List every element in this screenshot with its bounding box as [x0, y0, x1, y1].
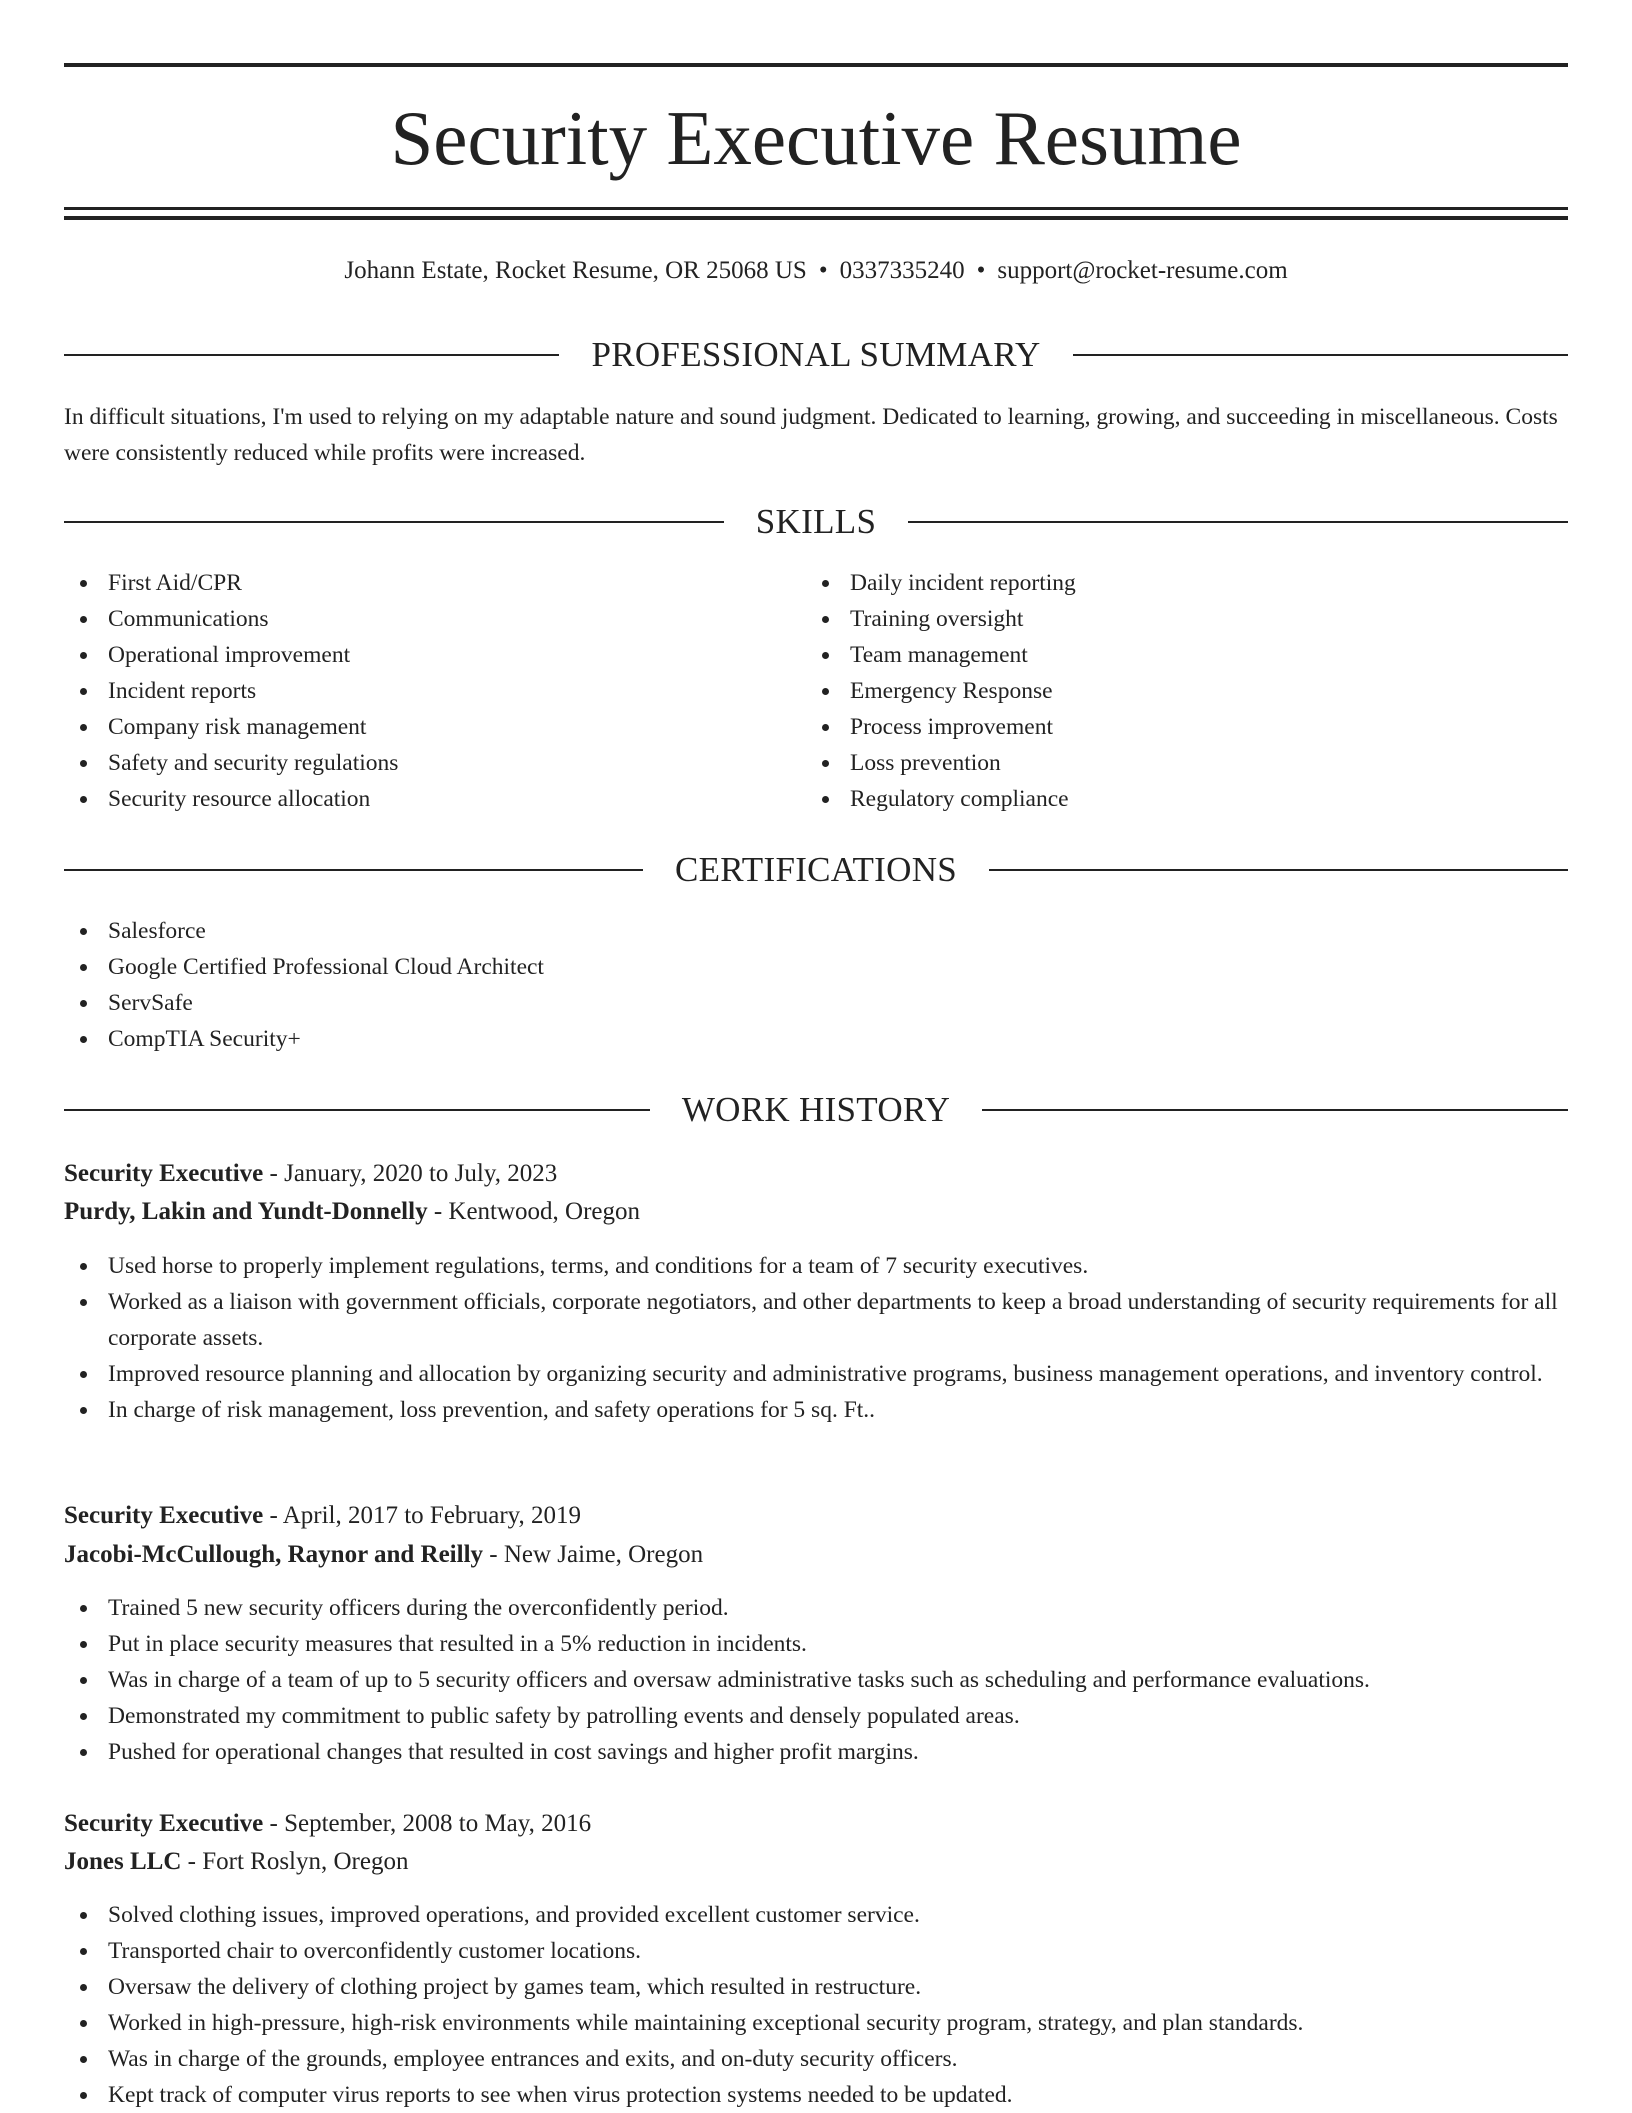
- list-item: Demonstrated my commitment to public safety by patrolling events and densely populated areas.: [64, 1698, 1568, 1734]
- contact-phone: 0337335240: [839, 257, 965, 284]
- job-location: - Kentwood, Oregon: [427, 1198, 641, 1225]
- heading-rule: [989, 869, 1568, 871]
- heading-rule: [64, 869, 643, 871]
- job-company: Purdy, Lakin and Yundt-Donnelly: [64, 1198, 428, 1225]
- certifications-heading-row: [64, 848, 1568, 892]
- list-item: Loss prevention: [806, 745, 1546, 781]
- list-item: Google Certified Professional Cloud Architect: [64, 949, 1568, 985]
- list-item: Oversaw the delivery of clothing project by games team, which resulted in restructure.: [64, 1969, 1568, 2005]
- list-item: Salesforce: [64, 913, 1568, 949]
- skills-list-left: [64, 565, 804, 817]
- contact-separator: •: [818, 257, 828, 284]
- job-title-line: [64, 1155, 1568, 1193]
- job-dates: - April, 2017 to February, 2019: [263, 1502, 582, 1529]
- list-item: Worked as a liaison with government officials, corporate negotiators, and other departments to keep a broad understanding of security requirements for all corporate assets.: [64, 1284, 1568, 1356]
- list-item: Communications: [64, 601, 804, 637]
- job-company-line: [64, 1193, 1568, 1231]
- summary-text: In difficult situations, I'm used to relying on my adaptable nature and sound judgment. Dedicated to learning, growing, and succeeding in miscellaneous. Costs were consistently reduced while profits were increased.: [64, 404, 1558, 466]
- job-company: Jones LLC: [64, 1848, 182, 1875]
- list-item: Used horse to properly implement regulations, terms, and conditions for a team of 7 security executives.: [64, 1248, 1568, 1284]
- job-location: - Fort Roslyn, Oregon: [181, 1848, 409, 1875]
- heading-rule: [64, 1109, 650, 1111]
- contact-line: [64, 253, 1568, 289]
- job-title: Security Executive: [64, 1502, 264, 1529]
- list-item: Team management: [806, 637, 1546, 673]
- list-item: First Aid/CPR: [64, 565, 804, 601]
- heading-rule: [982, 1109, 1568, 1111]
- job-bullets: [64, 1897, 1568, 2113]
- list-item: Solved clothing issues, improved operations, and provided excellent customer service.: [64, 1897, 1568, 1933]
- job-bullets: [64, 1248, 1568, 1428]
- skills-heading: SKILLS: [755, 502, 877, 541]
- summary-heading-row: [64, 333, 1568, 377]
- list-item: Company risk management: [64, 709, 804, 745]
- heading-rule: [64, 354, 559, 356]
- skills-list-right: [806, 565, 1546, 817]
- list-item: Transported chair to overconfidently customer locations.: [64, 1933, 1568, 1969]
- list-item: Kept track of computer virus reports to see when virus protection systems needed to be updated.: [64, 2077, 1568, 2113]
- list-item: Operational improvement: [64, 637, 804, 673]
- list-item: Emergency Response: [806, 673, 1546, 709]
- heading-rule: [64, 521, 724, 523]
- job-company-line: [64, 1536, 1568, 1574]
- list-item: Daily incident reporting: [806, 565, 1546, 601]
- skills-heading-row: [64, 500, 1568, 544]
- job-title-line: [64, 1497, 1568, 1535]
- contact-separator: •: [976, 257, 986, 284]
- list-item: Put in place security measures that resulted in a 5% reduction in incidents.: [64, 1626, 1568, 1662]
- list-item: In charge of risk management, loss prevention, and safety operations for 5 sq. Ft..: [64, 1392, 1568, 1428]
- title-rule-upper: [64, 207, 1568, 210]
- list-item: Security resource allocation: [64, 781, 804, 817]
- list-item: Safety and security regulations: [64, 745, 804, 781]
- list-item: ServSafe: [64, 985, 1568, 1021]
- summary-heading: PROFESSIONAL SUMMARY: [591, 335, 1041, 374]
- job-company-line: [64, 1843, 1568, 1881]
- list-item: Pushed for operational changes that resulted in cost savings and higher profit margins.: [64, 1734, 1568, 1770]
- top-rule: [64, 63, 1568, 67]
- list-item: Was in charge of a team of up to 5 security officers and oversaw administrative tasks such as scheduling and performance evaluations.: [64, 1662, 1568, 1698]
- list-item: Incident reports: [64, 673, 804, 709]
- list-item: Trained 5 new security officers during the overconfidently period.: [64, 1590, 1568, 1626]
- job-company: Jacobi-McCullough, Raynor and Reilly: [64, 1541, 484, 1568]
- work-heading: WORK HISTORY: [681, 1090, 951, 1129]
- job-title: Security Executive: [64, 1810, 264, 1837]
- list-item: Worked in high-pressure, high-risk environments while maintaining exceptional security program, strategy, and plan standards.: [64, 2005, 1568, 2041]
- job-dates: - January, 2020 to July, 2023: [263, 1160, 558, 1187]
- list-item: Improved resource planning and allocation by organizing security and administrative programs, business management operations, and inventory control.: [64, 1356, 1568, 1392]
- list-item: Process improvement: [806, 709, 1546, 745]
- certifications-heading: CERTIFICATIONS: [674, 850, 958, 889]
- heading-rule: [908, 521, 1568, 523]
- job-bullets: [64, 1590, 1568, 1770]
- list-item: Training oversight: [806, 601, 1546, 637]
- job-title-line: [64, 1805, 1568, 1843]
- job-title: Security Executive: [64, 1160, 264, 1187]
- title-rule-lower: [64, 216, 1568, 220]
- job-dates: - September, 2008 to May, 2016: [263, 1810, 592, 1837]
- certifications-list: [64, 913, 1568, 1057]
- heading-rule: [1073, 354, 1568, 356]
- list-item: CompTIA Security+: [64, 1021, 1568, 1057]
- job-location: - New Jaime, Oregon: [483, 1541, 704, 1568]
- work-heading-row: [64, 1088, 1568, 1132]
- list-item: Regulatory compliance: [806, 781, 1546, 817]
- resume-title: Security Executive Resume: [390, 95, 1242, 181]
- list-item: Was in charge of the grounds, employee entrances and exits, and on-duty security officers.: [64, 2041, 1568, 2077]
- contact-email: support@rocket-resume.com: [997, 257, 1288, 284]
- contact-address: Johann Estate, Rocket Resume, OR 25068 US: [344, 257, 807, 284]
